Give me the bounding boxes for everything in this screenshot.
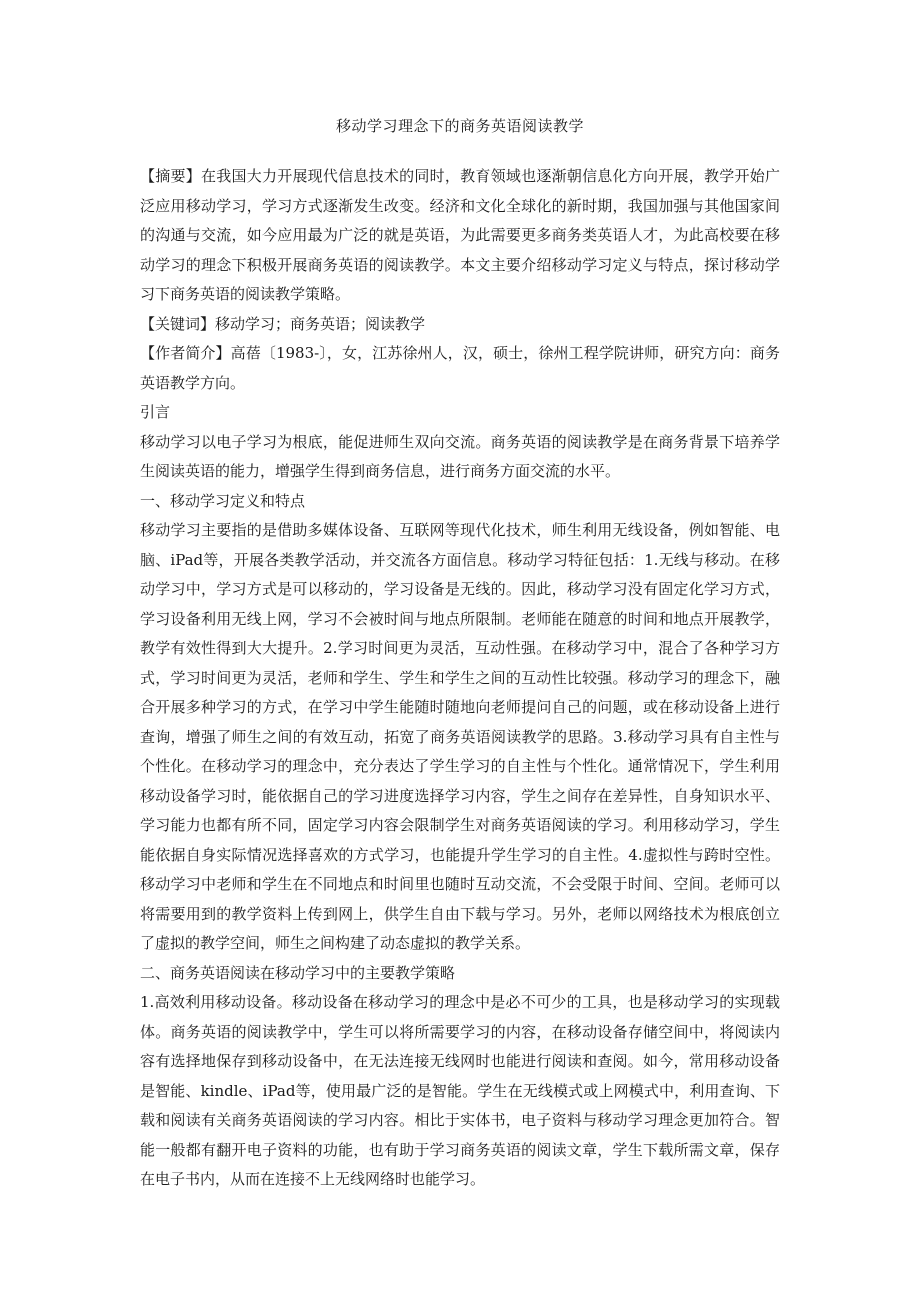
abstract-paragraph (140, 162, 780, 310)
keywords-paragraph (140, 310, 780, 340)
intro-heading: 引言 (140, 403, 171, 421)
abstract-text: 在我国大力开展现代信息技术的同时，教育领域也逐渐朝信息化方向开展，教学开始广泛应用移动学习，学习方式逐渐发生改变。经济和文化全球化的新时期，我国加强与其他国家间的沟通与交流，如今应用最为广泛的就是英语，为此需要更多商务类英语人才，为此高校要在移动学习的理念下积极开展商务英语的阅读教学。本文主要介绍移动学习定义与特点，探讨移动学习下商务英语的阅读教学策略。 (140, 167, 780, 303)
section1-heading: 一、移动学习定义和特点 (140, 491, 306, 510)
intro-paragraph: 移动学习以电子学习为根底，能促进师生双向交流。商务英语的阅读教学是在商务背景下培养学生阅读英语的能力，增强学生得到商务信息，进行商务方面交流的水平。 (140, 432, 780, 480)
keywords-text: 移动学习；商务英语；阅读教学 (215, 314, 426, 333)
keywords-label: 【关键词】 (140, 314, 216, 333)
abstract-label: 【摘要】 (140, 167, 201, 185)
author-paragraph (140, 339, 780, 398)
document-title: 移动学习理念下的商务英语阅读教学 (335, 117, 584, 135)
document-page (140, 112, 780, 1195)
section2-paragraph: 1.高效利用移动设备。移动设备在移动学习的理念中是必不可少的工具，也是移动学习的实现载体。商务英语的阅读教学中，学生可以将所需要学习的内容，在移动设备存储空间中，将阅读内容有选择地保存到移动设备中，在无法连接无线网时也能进行阅读和查阅。如今，常用移动设备是智能、kindle、iPad等，使用最广泛的是智能。学生在无线模式或上网模式中，利用查询、下载和阅读有关商务英语阅读的学习内容。相比于实体书，电子资料与移动学习理念更加符合。智能一般都有翻开电子资料的功能，也有助于学习商务英语的阅读文章，学生下载所需文章，保存在电子书内，从而在连接不上无线网络时也能学习。 (140, 993, 780, 1188)
author-label: 【作者简介】 (140, 344, 231, 362)
section1-paragraph: 移动学习主要指的是借助多媒体设备、互联网等现代化技术，师生利用无线设备，例如智能、电脑、iPad等，开展各类教学活动，并交流各方面信息。移动学习特征包括：1.无线与移动。在移动学习中，学习方式是可以移动的，学习设备是无线的。因此，移动学习没有固定化学习方式，学习设备利用无线上网，学习不会被时间与地点所限制。老师能在随意的时间和地点开展教学，教学有效性得到大大提升。2.学习时间更为灵活，互动性强。在移动学习中，混合了各种学习方式，学习时间更为灵活，老师和学生、学生和学生之间的互动性比较强。移动学习的理念下，融合开展多种学习的方式，在学习中学生能随时随地向老师提问自己的问题，或在移动设备上进行查询，增强了师生之间的有效互动，拓宽了商务英语阅读教学的思路。3.移动学习具有自主性与个性化。在移动学习的理念中，充分表达了学生学习的自主性与个性化。通常情况下，学生利用移动设备学习时，能依据自己的学习进度选择学习内容，学生之间存在差异性，自身知识水平、学习能力也都有所不同，固定学习内容会限制学生对商务英语阅读的学习。利用移动学习，学生能依据自身实际情况选择喜欢的方式学习，也能提升学生学习的自主性。4.虚拟性与跨时空性。移动学习中老师和学生在不同地点和时间里也随时互动交流，不会受限于时间、空间。老师可以将需要用到的教学资料上传到网上，供学生自由下载与学习。另外，老师以网络技术为根底创立了虚拟的教学空间，师生之间构建了动态虚拟的教学关系。 (140, 521, 780, 952)
section2-heading: 二、商务英语阅读在移动学习中的主要教学策略 (140, 963, 456, 982)
author-text: 高蓓〔1983-〕，女，江苏徐州人，汉，硕士，徐州工程学院讲师，研究方向：商务英语教学方向。 (140, 344, 780, 392)
